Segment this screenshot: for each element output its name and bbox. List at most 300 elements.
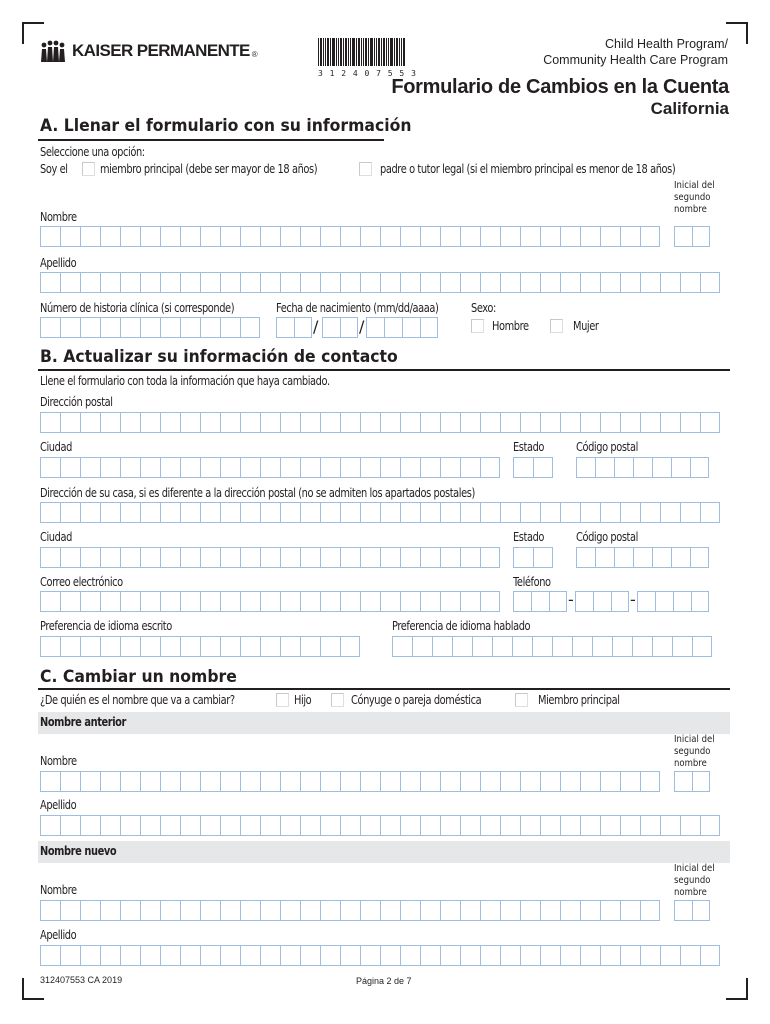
char-box[interactable] [60, 457, 80, 478]
char-box[interactable] [220, 636, 240, 657]
char-box[interactable] [340, 900, 360, 921]
char-box[interactable] [572, 636, 592, 657]
char-box[interactable] [320, 636, 340, 657]
char-box[interactable] [340, 771, 360, 792]
char-box[interactable] [280, 547, 300, 568]
char-box[interactable] [340, 636, 360, 657]
char-box[interactable] [673, 591, 691, 612]
char-box[interactable] [220, 502, 240, 523]
city-boxes[interactable] [40, 457, 500, 478]
char-box[interactable] [220, 900, 240, 921]
char-box[interactable] [440, 900, 460, 921]
char-box[interactable] [320, 502, 340, 523]
char-box[interactable] [240, 771, 260, 792]
char-box[interactable] [220, 771, 240, 792]
char-box[interactable] [620, 771, 640, 792]
char-box[interactable] [276, 317, 294, 338]
char-box[interactable] [240, 945, 260, 966]
char-box[interactable] [560, 771, 580, 792]
char-box[interactable] [360, 272, 380, 293]
char-box[interactable] [360, 591, 380, 612]
char-box[interactable] [160, 547, 180, 568]
char-box[interactable] [500, 771, 520, 792]
char-box[interactable] [300, 502, 320, 523]
char-box[interactable] [366, 317, 384, 338]
char-box[interactable] [440, 272, 460, 293]
char-box[interactable] [576, 457, 595, 478]
char-box[interactable] [480, 412, 500, 433]
char-box[interactable] [532, 636, 552, 657]
char-box[interactable] [340, 457, 360, 478]
char-box[interactable] [640, 771, 660, 792]
char-box[interactable] [520, 900, 540, 921]
char-box[interactable] [533, 457, 553, 478]
char-box[interactable] [549, 591, 567, 612]
char-box[interactable] [600, 272, 620, 293]
char-box[interactable] [460, 547, 480, 568]
char-box[interactable] [60, 900, 80, 921]
male-checkbox[interactable] [471, 319, 484, 333]
char-box[interactable] [140, 771, 160, 792]
char-box[interactable] [480, 900, 500, 921]
char-box[interactable] [140, 900, 160, 921]
char-box[interactable] [520, 771, 540, 792]
char-box[interactable] [480, 815, 500, 836]
char-box[interactable] [500, 226, 520, 247]
char-box[interactable] [40, 272, 60, 293]
char-box[interactable] [400, 945, 420, 966]
char-box[interactable] [580, 502, 600, 523]
char-box[interactable] [120, 502, 140, 523]
char-box[interactable] [580, 900, 600, 921]
char-box[interactable] [120, 815, 140, 836]
char-box[interactable] [220, 815, 240, 836]
char-box[interactable] [140, 815, 160, 836]
char-box[interactable] [513, 547, 533, 568]
char-box[interactable] [500, 900, 520, 921]
char-box[interactable] [120, 547, 140, 568]
char-box[interactable] [460, 945, 480, 966]
char-box[interactable] [200, 771, 220, 792]
char-box[interactable] [420, 591, 440, 612]
char-box[interactable] [80, 945, 100, 966]
char-box[interactable] [220, 412, 240, 433]
char-box[interactable] [280, 272, 300, 293]
char-box[interactable] [560, 945, 580, 966]
char-box[interactable] [420, 900, 440, 921]
char-box[interactable] [600, 502, 620, 523]
char-box[interactable] [300, 591, 320, 612]
char-box[interactable] [320, 900, 340, 921]
char-box[interactable] [220, 226, 240, 247]
char-box[interactable] [80, 272, 100, 293]
previous-first-name-boxes[interactable] [40, 771, 660, 792]
char-box[interactable] [180, 457, 200, 478]
char-box[interactable] [637, 591, 655, 612]
char-box[interactable] [500, 412, 520, 433]
char-box[interactable] [240, 815, 260, 836]
char-box[interactable] [400, 502, 420, 523]
char-box[interactable] [100, 272, 120, 293]
char-box[interactable] [420, 815, 440, 836]
char-box[interactable] [340, 945, 360, 966]
char-box[interactable] [620, 900, 640, 921]
char-box[interactable] [120, 900, 140, 921]
char-box[interactable] [633, 457, 652, 478]
char-box[interactable] [340, 502, 360, 523]
char-box[interactable] [520, 226, 540, 247]
char-box[interactable] [280, 457, 300, 478]
char-box[interactable] [660, 945, 680, 966]
char-box[interactable] [440, 815, 460, 836]
char-box[interactable] [400, 272, 420, 293]
char-box[interactable] [480, 226, 500, 247]
char-box[interactable] [640, 900, 660, 921]
char-box[interactable] [580, 815, 600, 836]
char-box[interactable] [80, 412, 100, 433]
char-box[interactable] [480, 502, 500, 523]
char-box[interactable] [160, 502, 180, 523]
char-box[interactable] [520, 412, 540, 433]
char-box[interactable] [674, 771, 692, 792]
char-box[interactable] [660, 272, 680, 293]
char-box[interactable] [240, 457, 260, 478]
char-box[interactable] [592, 636, 612, 657]
char-box[interactable] [40, 317, 60, 338]
char-box[interactable] [220, 272, 240, 293]
char-box[interactable] [160, 412, 180, 433]
char-box[interactable] [440, 771, 460, 792]
char-box[interactable] [120, 945, 140, 966]
char-box[interactable] [240, 547, 260, 568]
char-box[interactable] [260, 945, 280, 966]
char-box[interactable] [580, 226, 600, 247]
char-box[interactable] [480, 591, 500, 612]
char-box[interactable] [120, 636, 140, 657]
char-box[interactable] [120, 412, 140, 433]
char-box[interactable] [160, 457, 180, 478]
char-box[interactable] [80, 900, 100, 921]
char-box[interactable] [260, 502, 280, 523]
char-box[interactable] [360, 457, 380, 478]
char-box[interactable] [380, 502, 400, 523]
char-box[interactable] [80, 591, 100, 612]
char-box[interactable] [691, 591, 709, 612]
char-box[interactable] [360, 226, 380, 247]
char-box[interactable] [180, 226, 200, 247]
char-box[interactable] [100, 412, 120, 433]
char-box[interactable] [200, 317, 220, 338]
char-box[interactable] [260, 591, 280, 612]
char-box[interactable] [260, 226, 280, 247]
phone-area-boxes[interactable] [513, 591, 567, 612]
char-box[interactable] [620, 502, 640, 523]
char-box[interactable] [80, 815, 100, 836]
char-box[interactable] [320, 945, 340, 966]
char-box[interactable] [480, 771, 500, 792]
char-box[interactable] [440, 457, 460, 478]
char-box[interactable] [520, 815, 540, 836]
char-box[interactable] [200, 457, 220, 478]
char-box[interactable] [660, 815, 680, 836]
char-box[interactable] [60, 547, 80, 568]
char-box[interactable] [100, 815, 120, 836]
char-box[interactable] [680, 945, 700, 966]
char-box[interactable] [614, 457, 633, 478]
char-box[interactable] [40, 412, 60, 433]
char-box[interactable] [200, 272, 220, 293]
char-box[interactable] [320, 272, 340, 293]
char-box[interactable] [652, 636, 672, 657]
char-box[interactable] [160, 317, 180, 338]
char-box[interactable] [100, 457, 120, 478]
char-box[interactable] [60, 412, 80, 433]
char-box[interactable] [560, 502, 580, 523]
char-box[interactable] [580, 272, 600, 293]
char-box[interactable] [340, 226, 360, 247]
char-box[interactable] [552, 636, 572, 657]
char-box[interactable] [240, 900, 260, 921]
char-box[interactable] [700, 815, 720, 836]
char-box[interactable] [180, 502, 200, 523]
char-box[interactable] [632, 636, 652, 657]
char-box[interactable] [652, 457, 671, 478]
char-box[interactable] [560, 226, 580, 247]
char-box[interactable] [120, 771, 140, 792]
char-box[interactable] [580, 412, 600, 433]
char-box[interactable] [380, 547, 400, 568]
char-box[interactable] [280, 771, 300, 792]
char-box[interactable] [620, 272, 640, 293]
char-box[interactable] [180, 272, 200, 293]
char-box[interactable] [240, 502, 260, 523]
char-box[interactable] [420, 945, 440, 966]
char-box[interactable] [60, 945, 80, 966]
char-box[interactable] [140, 317, 160, 338]
char-box[interactable] [380, 815, 400, 836]
char-box[interactable] [300, 226, 320, 247]
char-box[interactable] [671, 457, 690, 478]
char-box[interactable] [300, 457, 320, 478]
char-box[interactable] [600, 412, 620, 433]
char-box[interactable] [680, 502, 700, 523]
char-box[interactable] [340, 591, 360, 612]
char-box[interactable] [60, 317, 80, 338]
char-box[interactable] [460, 457, 480, 478]
last-name-boxes[interactable] [40, 272, 720, 293]
char-box[interactable] [672, 636, 692, 657]
char-box[interactable] [60, 226, 80, 247]
char-box[interactable] [260, 815, 280, 836]
char-box[interactable] [380, 272, 400, 293]
char-box[interactable] [120, 591, 140, 612]
char-box[interactable] [200, 547, 220, 568]
char-box[interactable] [420, 502, 440, 523]
char-box[interactable] [690, 457, 709, 478]
char-box[interactable] [200, 226, 220, 247]
char-box[interactable] [600, 815, 620, 836]
char-box[interactable] [260, 412, 280, 433]
char-box[interactable] [294, 317, 312, 338]
char-box[interactable] [460, 591, 480, 612]
mailing-address-boxes[interactable] [40, 412, 720, 433]
char-box[interactable] [360, 771, 380, 792]
char-box[interactable] [540, 771, 560, 792]
char-box[interactable] [320, 547, 340, 568]
char-box[interactable] [300, 272, 320, 293]
city2-boxes[interactable] [40, 547, 500, 568]
child-checkbox[interactable] [276, 693, 289, 707]
char-box[interactable] [700, 502, 720, 523]
char-box[interactable] [340, 317, 358, 338]
char-box[interactable] [480, 945, 500, 966]
char-box[interactable] [80, 636, 100, 657]
char-box[interactable] [140, 412, 160, 433]
char-box[interactable] [100, 771, 120, 792]
char-box[interactable] [660, 502, 680, 523]
char-box[interactable] [260, 636, 280, 657]
char-box[interactable] [280, 502, 300, 523]
char-box[interactable] [690, 547, 709, 568]
char-box[interactable] [220, 591, 240, 612]
char-box[interactable] [60, 815, 80, 836]
char-box[interactable] [200, 412, 220, 433]
char-box[interactable] [440, 226, 460, 247]
char-box[interactable] [320, 457, 340, 478]
record-number-boxes[interactable] [40, 317, 260, 338]
char-box[interactable] [384, 317, 402, 338]
char-box[interactable] [280, 591, 300, 612]
char-box[interactable] [340, 272, 360, 293]
spoken-language-boxes[interactable] [392, 636, 712, 657]
char-box[interactable] [360, 815, 380, 836]
char-box[interactable] [420, 272, 440, 293]
char-box[interactable] [640, 272, 660, 293]
char-box[interactable] [440, 412, 460, 433]
char-box[interactable] [300, 636, 320, 657]
char-box[interactable] [440, 591, 460, 612]
char-box[interactable] [400, 815, 420, 836]
char-box[interactable] [140, 272, 160, 293]
char-box[interactable] [160, 900, 180, 921]
char-box[interactable] [512, 636, 532, 657]
char-box[interactable] [200, 815, 220, 836]
char-box[interactable] [460, 815, 480, 836]
char-box[interactable] [620, 815, 640, 836]
char-box[interactable] [80, 502, 100, 523]
char-box[interactable] [322, 317, 340, 338]
char-box[interactable] [40, 457, 60, 478]
char-box[interactable] [80, 771, 100, 792]
char-box[interactable] [560, 900, 580, 921]
char-box[interactable] [692, 900, 710, 921]
char-box[interactable] [380, 591, 400, 612]
char-box[interactable] [100, 636, 120, 657]
char-box[interactable] [420, 457, 440, 478]
char-box[interactable] [700, 272, 720, 293]
char-box[interactable] [340, 547, 360, 568]
char-box[interactable] [620, 945, 640, 966]
char-box[interactable] [520, 272, 540, 293]
char-box[interactable] [652, 547, 671, 568]
guardian-checkbox[interactable] [359, 162, 372, 176]
phone-line-boxes[interactable] [637, 591, 709, 612]
char-box[interactable] [280, 900, 300, 921]
char-box[interactable] [120, 317, 140, 338]
char-box[interactable] [180, 900, 200, 921]
char-box[interactable] [540, 815, 560, 836]
char-box[interactable] [500, 272, 520, 293]
char-box[interactable] [100, 945, 120, 966]
char-box[interactable] [300, 900, 320, 921]
char-box[interactable] [412, 636, 432, 657]
char-box[interactable] [100, 317, 120, 338]
new-first-name-boxes[interactable] [40, 900, 660, 921]
char-box[interactable] [640, 815, 660, 836]
char-box[interactable] [540, 412, 560, 433]
char-box[interactable] [240, 317, 260, 338]
char-box[interactable] [633, 547, 652, 568]
char-box[interactable] [671, 547, 690, 568]
char-box[interactable] [280, 226, 300, 247]
char-box[interactable] [180, 771, 200, 792]
email-boxes[interactable] [40, 591, 500, 612]
char-box[interactable] [640, 226, 660, 247]
written-language-boxes[interactable] [40, 636, 360, 657]
char-box[interactable] [540, 226, 560, 247]
char-box[interactable] [593, 591, 611, 612]
char-box[interactable] [60, 771, 80, 792]
previous-middle-initial-boxes[interactable] [674, 771, 710, 792]
char-box[interactable] [480, 547, 500, 568]
char-box[interactable] [340, 412, 360, 433]
char-box[interactable] [400, 547, 420, 568]
char-box[interactable] [120, 226, 140, 247]
char-box[interactable] [460, 272, 480, 293]
char-box[interactable] [260, 771, 280, 792]
char-box[interactable] [611, 591, 629, 612]
char-box[interactable] [280, 412, 300, 433]
char-box[interactable] [480, 272, 500, 293]
char-box[interactable] [240, 412, 260, 433]
char-box[interactable] [40, 815, 60, 836]
char-box[interactable] [560, 412, 580, 433]
char-box[interactable] [60, 636, 80, 657]
char-box[interactable] [595, 547, 614, 568]
char-box[interactable] [500, 945, 520, 966]
char-box[interactable] [200, 900, 220, 921]
char-box[interactable] [576, 547, 595, 568]
char-box[interactable] [480, 457, 500, 478]
char-box[interactable] [700, 412, 720, 433]
char-box[interactable] [531, 591, 549, 612]
zip-boxes[interactable] [576, 457, 709, 478]
char-box[interactable] [420, 547, 440, 568]
member-checkbox[interactable] [82, 162, 95, 176]
char-box[interactable] [320, 591, 340, 612]
char-box[interactable] [400, 771, 420, 792]
char-box[interactable] [40, 502, 60, 523]
char-box[interactable] [100, 591, 120, 612]
char-box[interactable] [100, 900, 120, 921]
char-box[interactable] [500, 815, 520, 836]
char-box[interactable] [492, 636, 512, 657]
char-box[interactable] [520, 945, 540, 966]
char-box[interactable] [340, 815, 360, 836]
char-box[interactable] [692, 636, 712, 657]
char-box[interactable] [460, 226, 480, 247]
char-box[interactable] [540, 272, 560, 293]
